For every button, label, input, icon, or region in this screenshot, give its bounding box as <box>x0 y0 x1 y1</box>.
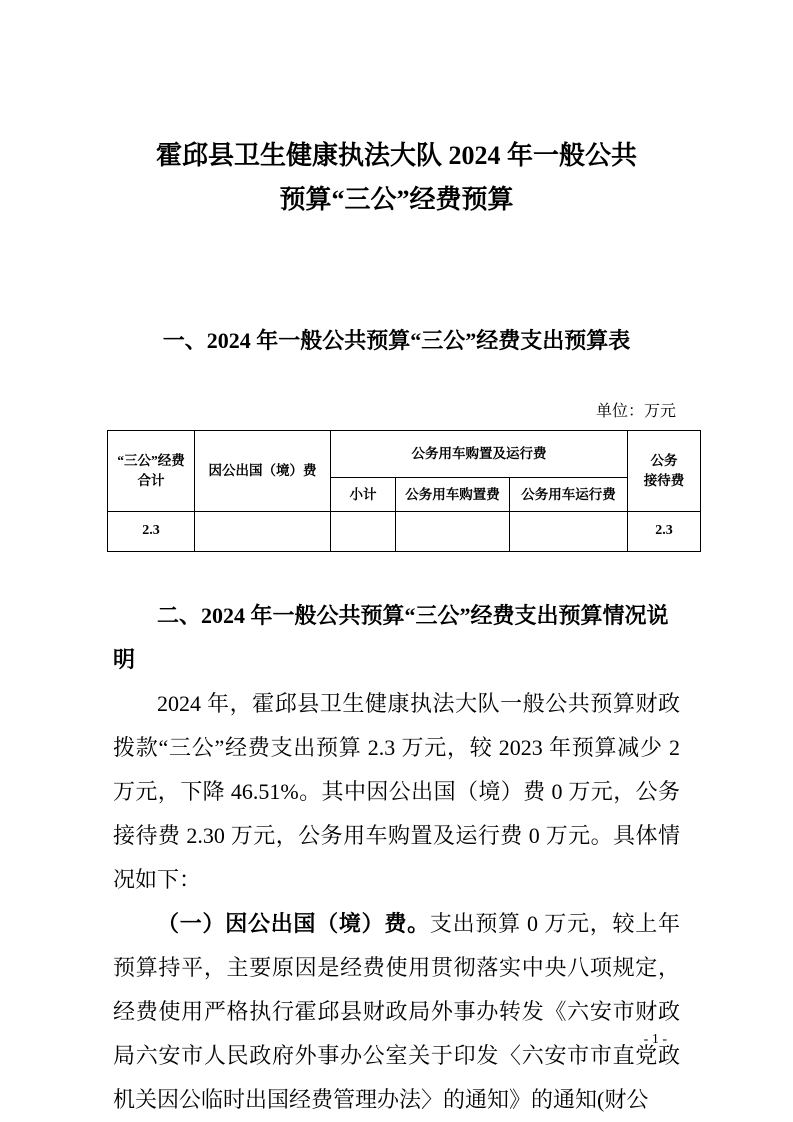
table-cell-reception: 2.3 <box>628 512 701 552</box>
budget-table <box>107 430 701 552</box>
table-cell-vehicle-purchase <box>396 512 510 552</box>
table-cell-total: 2.3 <box>108 512 195 552</box>
unit-label: 单位：万元 <box>595 403 676 420</box>
paragraph-abroad-detail <box>113 902 680 1122</box>
table-cell-vehicle-subtotal <box>331 512 396 552</box>
paragraph-abroad-body: 支出预算 0 万元，较上年预算持平，主要原因是经费使用贯彻落实中央八项规定，经费使用严格执行霍邱县财政局外事办转发《六安市财政局六安市人民政府外事办公室关于印发〈六安市市直党政机关因公临时出国经费管理办法〉的通知》的通知(财公 <box>113 911 680 1112</box>
table-cell-abroad <box>195 512 331 552</box>
section2-heading: 二、2024 年一般公共预算“三公”经费支出预算情况说明 <box>113 603 669 672</box>
document-title-line2: 预算“三公”经费预算 <box>279 185 514 214</box>
table-header-total-line2: 合计 <box>137 473 165 488</box>
section1-heading: 一、2024 年一般公共预算“三公”经费支出预算表 <box>162 328 631 353</box>
table-header-total <box>108 431 195 512</box>
table-header-vehicle-purchase: 公务用车购置费 <box>396 478 510 512</box>
table-header-abroad: 因公出国（境）费 <box>195 431 331 512</box>
page-number: - 1 - <box>643 1032 667 1047</box>
paragraph-summary: 2024 年，霍邱县卫生健康执法大队一般公共预算财政拨款“三公”经费支出预算 2.3 万元，较 2023 年预算减少 2 万元，下降 46.51%。其中因公出国（境）费 0 万元，公务接待费 2.30 万元，公务用车购置及运行费 0 万元。具体情况如下： <box>113 691 680 892</box>
table-header-vehicle-operation: 公务用车运行费 <box>510 478 628 512</box>
document-title <box>113 0 680 222</box>
table-header-vehicle-subtotal: 小计 <box>331 478 396 512</box>
table-cell-vehicle-operation <box>510 512 628 552</box>
table-data-row <box>108 512 701 552</box>
table-header-row-1 <box>108 431 701 478</box>
table-header-total-line1: “三公”经费 <box>117 453 185 469</box>
table-header-vehicle-group: 公务用车购置及运行费 <box>331 431 628 478</box>
document-title-line1: 霍邱县卫生健康执法大队 2024 年一般公共 <box>155 141 637 170</box>
paragraph-abroad-lead: （一）因公出国（境）费。 <box>157 911 430 936</box>
table-header-reception <box>628 431 701 512</box>
table-header-reception-line2: 接待费 <box>643 473 685 488</box>
table-header-reception-line1: 公务 <box>650 453 678 469</box>
